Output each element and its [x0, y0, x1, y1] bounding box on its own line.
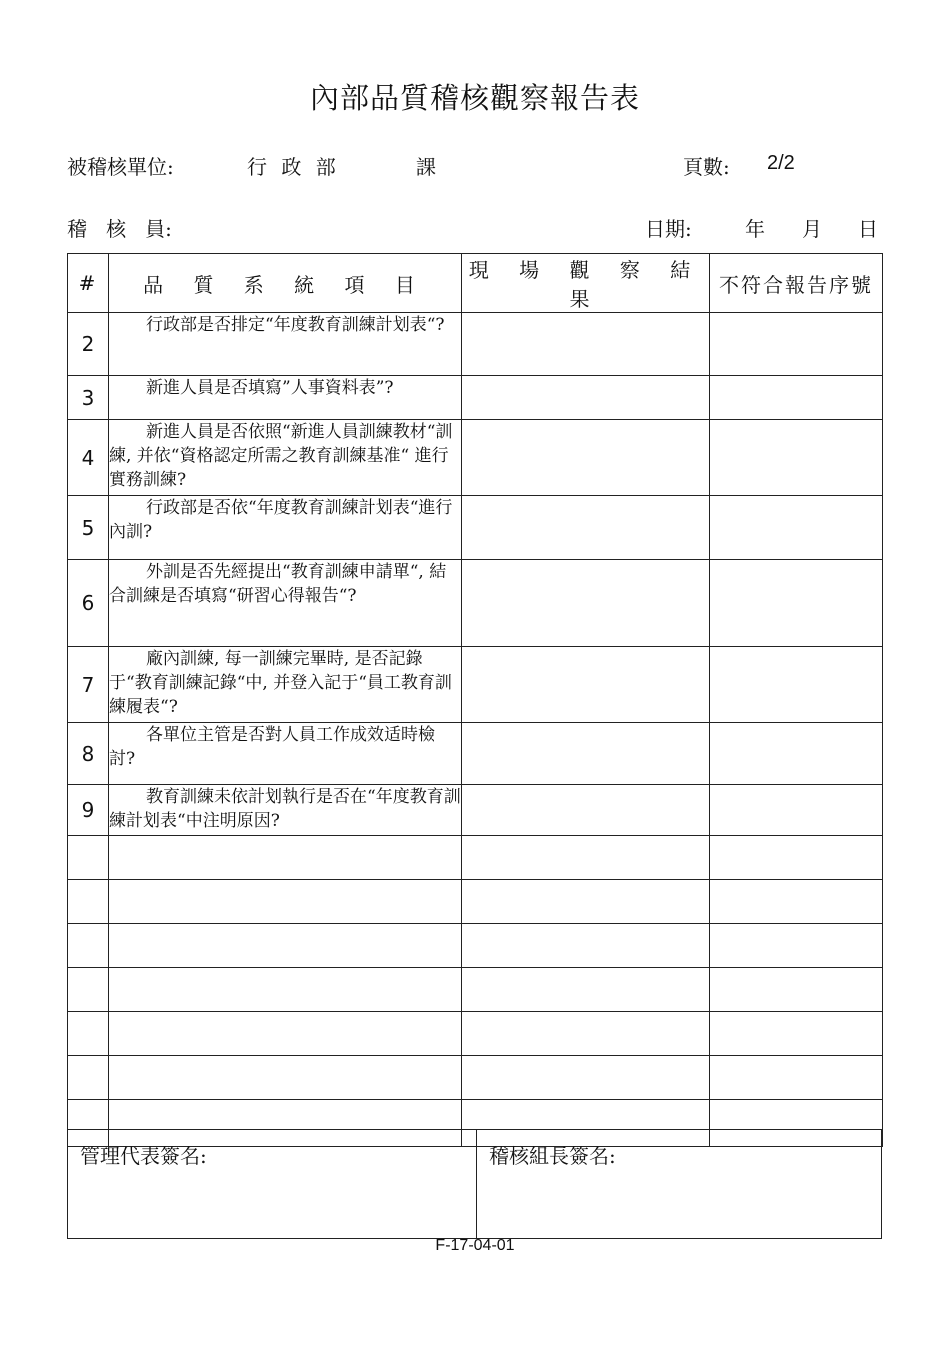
- row-item: [109, 313, 462, 376]
- row-number: [68, 968, 109, 1012]
- observation-cell[interactable]: [462, 723, 710, 785]
- table-header-row: [68, 254, 883, 313]
- row-item: [109, 560, 462, 647]
- nonconformity-cell[interactable]: [710, 880, 883, 924]
- observation-cell[interactable]: [462, 924, 710, 968]
- observation-cell[interactable]: [462, 836, 710, 880]
- table-row: [68, 1056, 883, 1100]
- form-title: 內部品質稽核觀察報告表: [309, 81, 640, 115]
- observation-cell[interactable]: [462, 647, 710, 723]
- nonconformity-cell[interactable]: [710, 560, 883, 647]
- row-item: [109, 785, 462, 836]
- audit-table: [67, 253, 883, 1147]
- table-row: [68, 1012, 883, 1056]
- observation-cell[interactable]: [462, 560, 710, 647]
- date-year: 年: [745, 217, 765, 241]
- row-number: [68, 1056, 109, 1100]
- table-row: [68, 376, 883, 420]
- row-item: [109, 924, 462, 968]
- page-label: 頁數:: [683, 155, 730, 179]
- row-item-text: 新進人員是否填寫”人事資料表”?: [146, 378, 394, 398]
- table-row: [68, 836, 883, 880]
- row-number: 8: [68, 723, 109, 785]
- nonconformity-cell[interactable]: [710, 924, 883, 968]
- date-day: 日: [858, 217, 878, 241]
- observation-cell[interactable]: [462, 785, 710, 836]
- page-value: 2/2: [767, 152, 795, 174]
- auditor-label: 稽 核 員:: [67, 217, 172, 241]
- row-item: [109, 496, 462, 560]
- row-number: 3: [68, 376, 109, 420]
- row-item: [109, 880, 462, 924]
- row-item-text: 行政部是否排定“年度教育訓練計划表“?: [146, 315, 445, 335]
- header-nonconformity: 不符合報告序號: [710, 254, 883, 313]
- table-row: [68, 560, 883, 647]
- observation-cell[interactable]: [462, 496, 710, 560]
- observation-cell[interactable]: [462, 968, 710, 1012]
- nonconformity-cell[interactable]: [710, 723, 883, 785]
- management-rep-signature[interactable]: 管理代表簽名:: [68, 1130, 477, 1239]
- row-item: [109, 968, 462, 1012]
- row-number: 2: [68, 313, 109, 376]
- row-item: [109, 723, 462, 785]
- row-number: 6: [68, 560, 109, 647]
- form-code: F-17-04-01: [435, 1237, 515, 1254]
- row-item-text: 教育訓練未依計划執行是否在“年度教育訓練計划表“中注明原因?: [109, 787, 461, 831]
- row-item: [109, 376, 462, 420]
- table-row: [68, 785, 883, 836]
- nonconformity-cell[interactable]: [710, 376, 883, 420]
- observation-cell[interactable]: [462, 376, 710, 420]
- row-item: [109, 836, 462, 880]
- row-number: [68, 880, 109, 924]
- nonconformity-cell[interactable]: [710, 1056, 883, 1100]
- date-month: 月: [802, 217, 822, 241]
- row-number: [68, 836, 109, 880]
- observation-cell[interactable]: [462, 1012, 710, 1056]
- header-num: #: [68, 254, 109, 313]
- row-number: 5: [68, 496, 109, 560]
- team-leader-signature[interactable]: 稽核組長簽名:: [477, 1130, 882, 1239]
- row-number: 9: [68, 785, 109, 836]
- table-row: [68, 420, 883, 496]
- nonconformity-cell[interactable]: [710, 420, 883, 496]
- audited-unit-value: 行 政 部: [247, 155, 340, 179]
- row-number: [68, 924, 109, 968]
- row-number: 7: [68, 647, 109, 723]
- row-item: [109, 647, 462, 723]
- table-row: [68, 924, 883, 968]
- nonconformity-cell[interactable]: [710, 1012, 883, 1056]
- table-row: [68, 880, 883, 924]
- row-item-text: 外訓是否先經提出“教育訓練申請單“, 結合訓練是否填寫“研習心得報告“?: [109, 562, 447, 606]
- row-item-text: 新進人員是否依照“新進人員訓練教材“訓練, 并依“資格認定所需之教育訓練基准“ 進行實務訓練?: [109, 422, 453, 490]
- nonconformity-cell[interactable]: [710, 836, 883, 880]
- date-label: 日期:: [645, 217, 692, 241]
- header-observation: 現 場 觀 察 結 果: [462, 254, 710, 313]
- row-number: [68, 1012, 109, 1056]
- table-row: [68, 496, 883, 560]
- table-row: [68, 647, 883, 723]
- nonconformity-cell[interactable]: [710, 785, 883, 836]
- nonconformity-cell[interactable]: [710, 647, 883, 723]
- observation-cell[interactable]: [462, 420, 710, 496]
- audited-unit-label: 被稽核單位:: [67, 155, 174, 179]
- table-row: [68, 313, 883, 376]
- signature-table: [67, 1129, 882, 1239]
- nonconformity-cell[interactable]: [710, 496, 883, 560]
- row-item: [109, 1012, 462, 1056]
- row-item: [109, 1056, 462, 1100]
- nonconformity-cell[interactable]: [710, 968, 883, 1012]
- row-number: 4: [68, 420, 109, 496]
- row-item-text: 廠內訓練, 每一訓練完畢時, 是否記錄于“教育訓練記錄“中, 并登入記于“員工教育訓練履表“?: [109, 649, 452, 717]
- row-item-text: 各單位主管是否對人員工作成效适時檢討?: [109, 725, 435, 769]
- table-row: [68, 968, 883, 1012]
- row-item-text: 行政部是否依“年度教育訓練計划表“進行內訓?: [109, 498, 453, 542]
- row-item: [109, 420, 462, 496]
- observation-cell[interactable]: [462, 313, 710, 376]
- section-label: 課: [416, 155, 436, 179]
- table-row: [68, 723, 883, 785]
- observation-cell[interactable]: [462, 1056, 710, 1100]
- header-item: 品 質 系 統 項 目: [109, 254, 462, 313]
- observation-cell[interactable]: [462, 880, 710, 924]
- nonconformity-cell[interactable]: [710, 313, 883, 376]
